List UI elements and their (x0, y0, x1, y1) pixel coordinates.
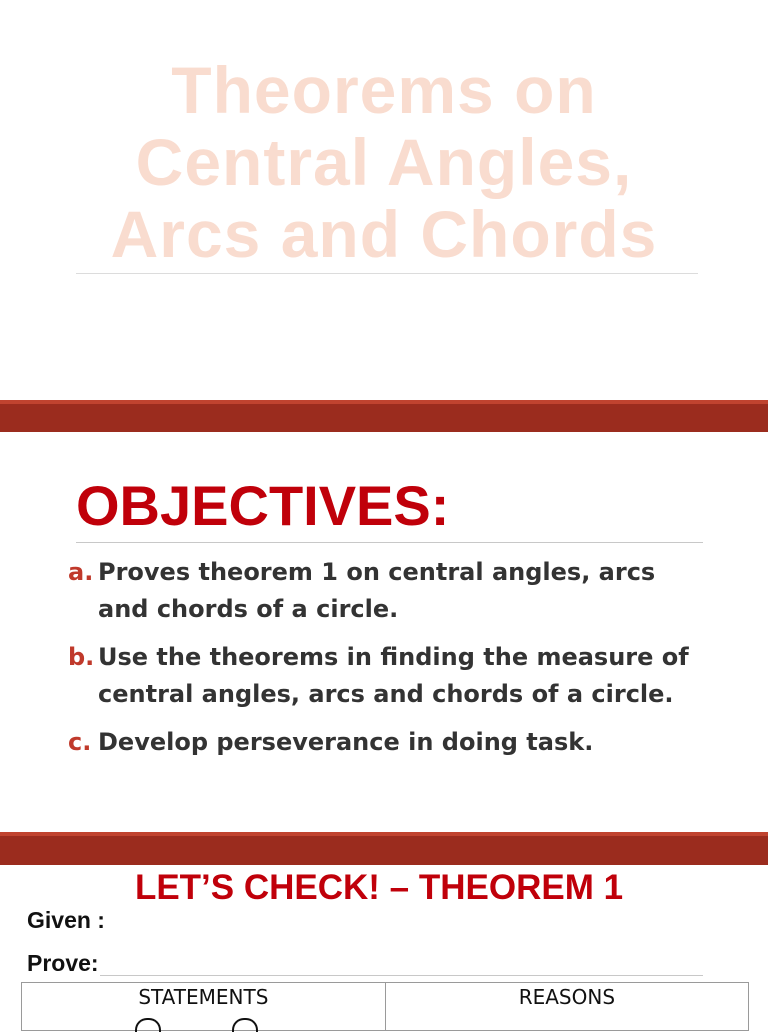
title-line-3: Arcs and Chords (110, 197, 658, 271)
objective-text: Develop perseverance in doing task. (98, 728, 594, 756)
objective-text: Proves theorem 1 on central angles, arcs and chords of a circle. (98, 558, 656, 623)
objective-text: Use the theorems in finding the measure of central angles, arcs and chords of a circle. (98, 643, 689, 708)
objective-marker: c. (68, 728, 92, 756)
title-divider (76, 273, 698, 274)
objective-item (68, 639, 708, 713)
objective-item (68, 724, 708, 761)
objective-marker: a. (68, 558, 94, 586)
separator-highlight (0, 400, 768, 404)
slide-separator-band (0, 832, 768, 865)
objectives-divider (76, 542, 703, 543)
slide-separator-band (0, 400, 768, 432)
lets-check-heading: LET’S CHECK! – THEOREM 1 (134, 868, 624, 907)
objective-item (68, 554, 708, 628)
objective-marker: b. (68, 643, 95, 671)
title-line-1: Theorems on (171, 53, 597, 127)
reasons-header: REASONS (385, 983, 748, 1031)
statements-header: STATEMENTS (22, 983, 386, 1031)
slide-title (40, 54, 728, 270)
title-slide (0, 0, 768, 400)
objectives-list (68, 554, 708, 772)
separator-highlight (0, 832, 768, 836)
prove-label: Prove: (27, 950, 99, 976)
table-header-row (22, 983, 749, 1031)
given-label: Given : (27, 907, 105, 933)
prove-divider (100, 975, 703, 976)
objectives-heading: OBJECTIVES: (76, 474, 450, 537)
title-line-2: Central Angles, (135, 125, 633, 199)
